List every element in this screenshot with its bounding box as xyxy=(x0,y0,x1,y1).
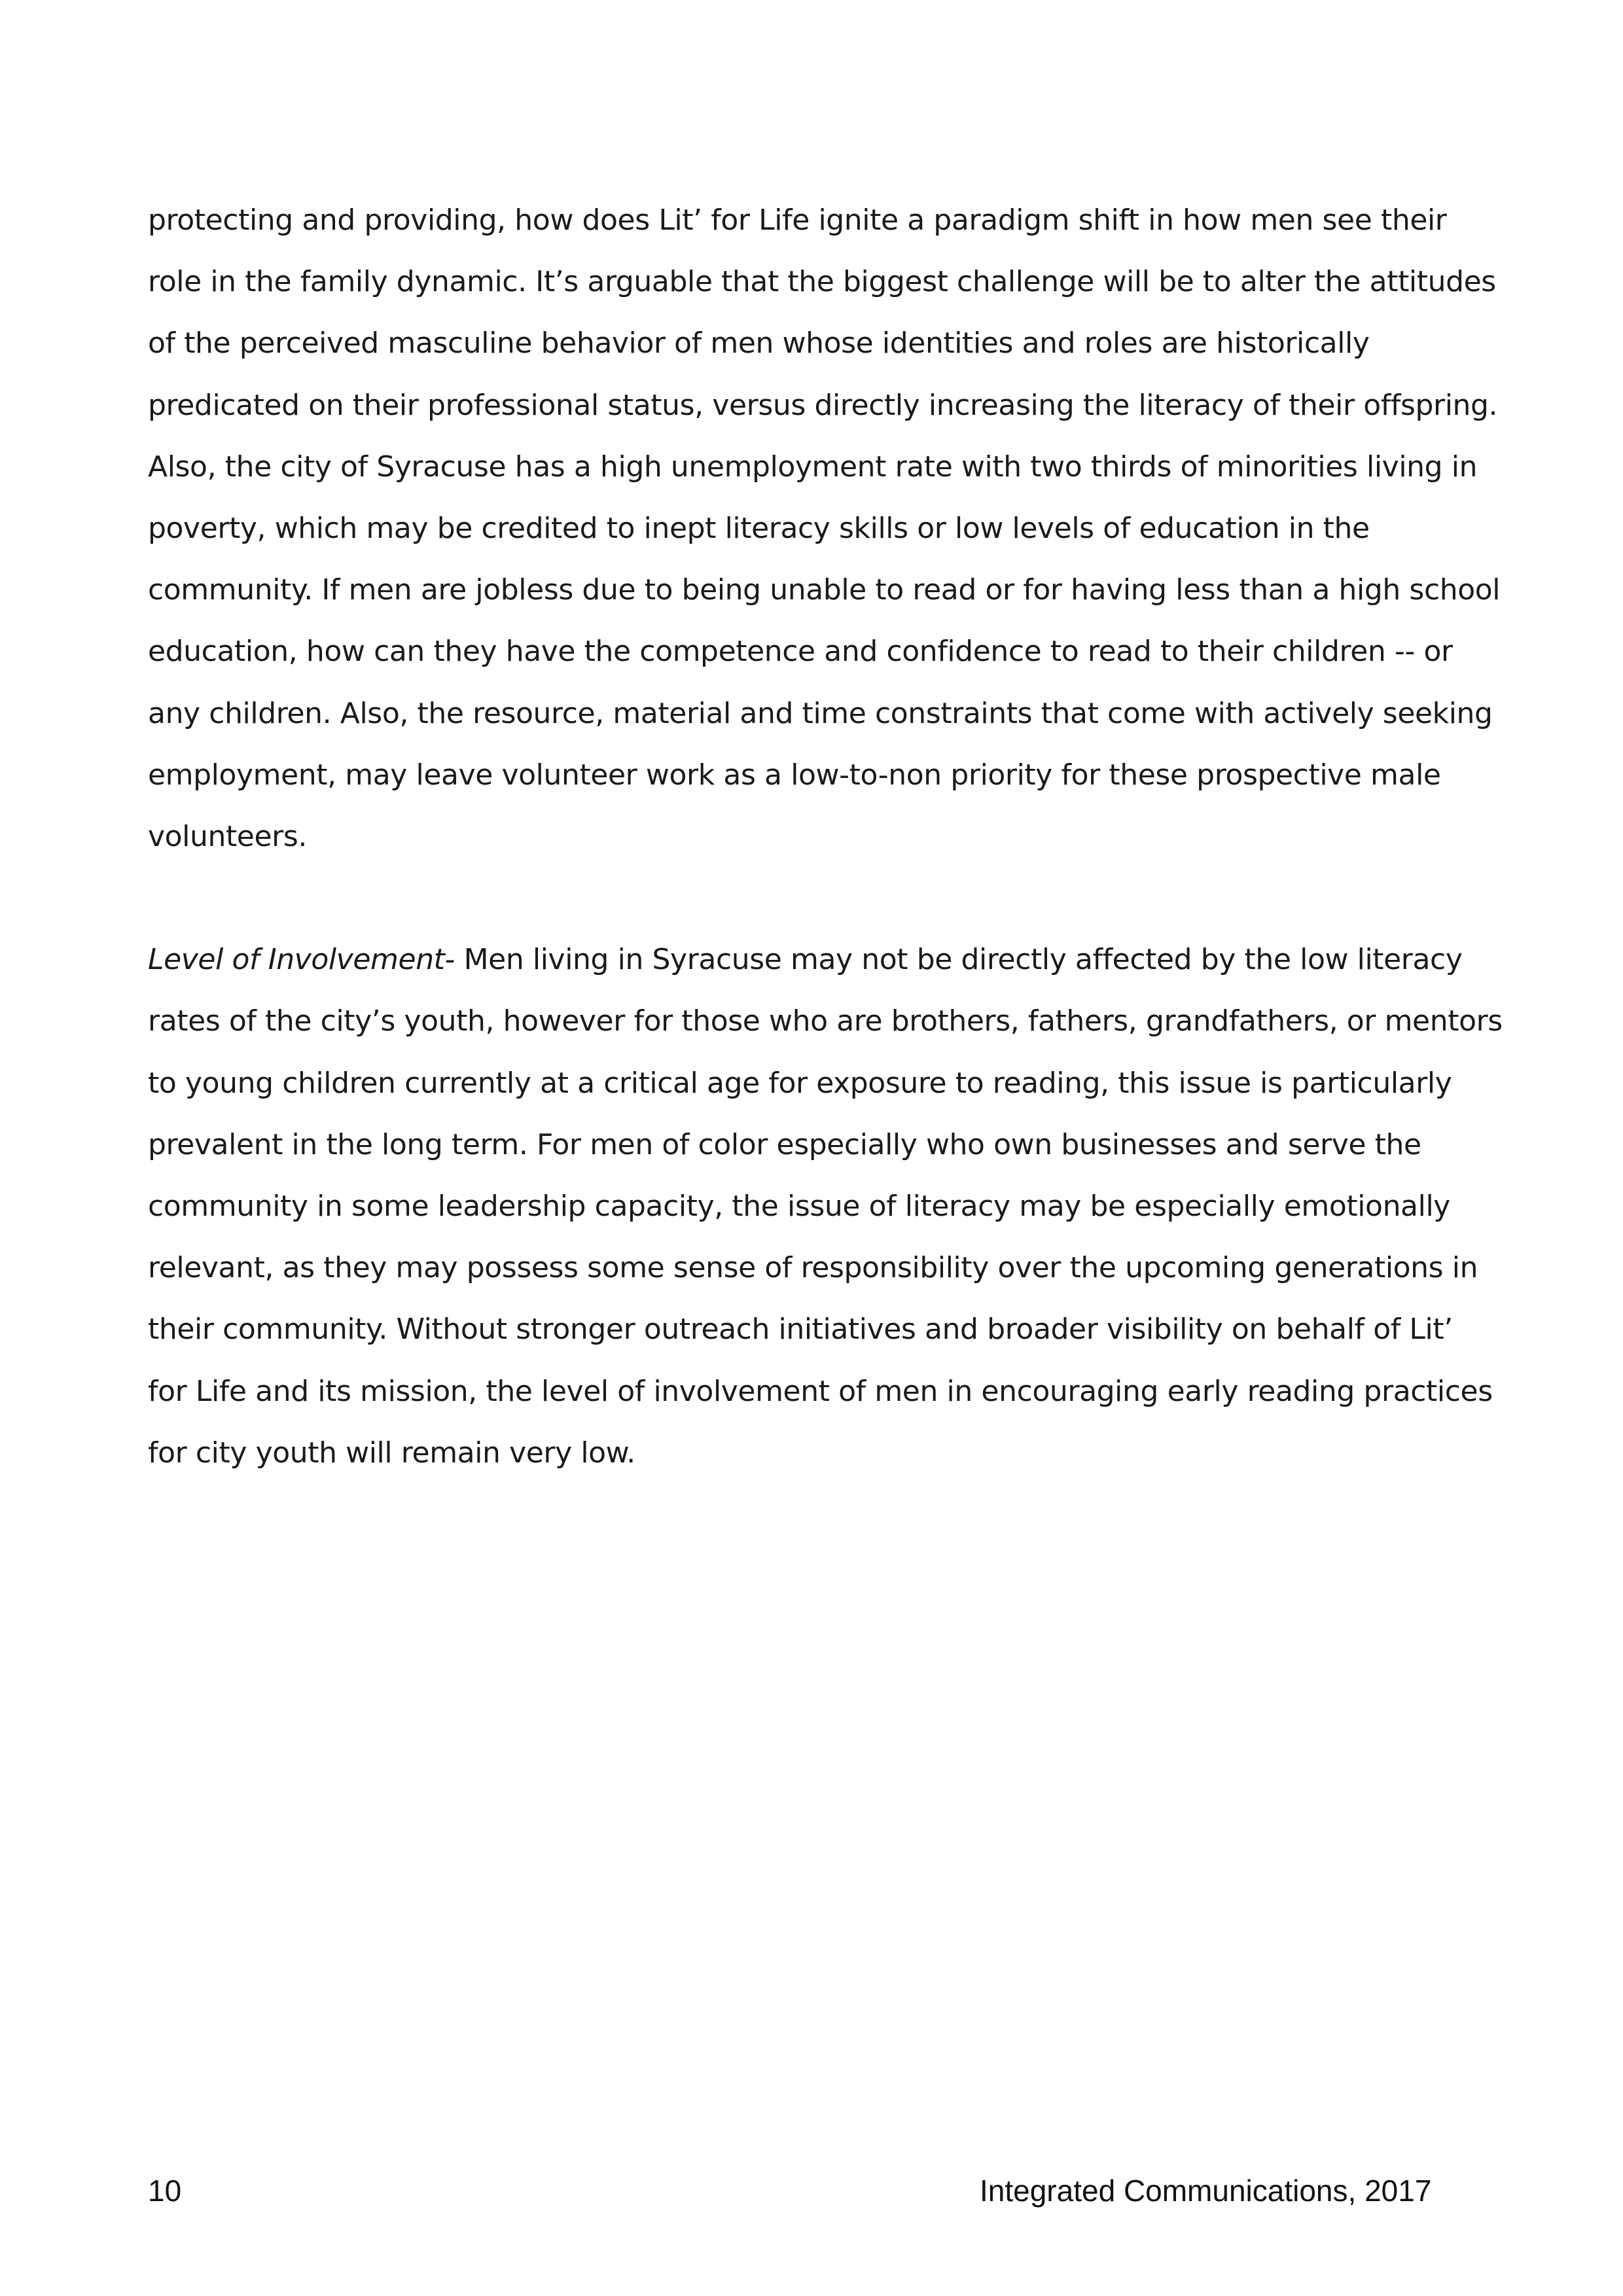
text-line: of the perceived masculine behavior of men whose identities and roles are historically xyxy=(148,327,1370,361)
heading-line-rest: Men living in Syracuse may not be directly affected by the low literacy xyxy=(455,943,1463,977)
text-line: role in the family dynamic. It’s arguable that the biggest challenge will be to alter the attitudes xyxy=(148,265,1496,299)
text-line: Also, the city of Syracuse has a high unemployment rate with two thirds of minorities living in xyxy=(148,450,1478,484)
text-line: prevalent in the long term. For men of color especially who own businesses and serve the xyxy=(148,1127,1421,1161)
paragraph-2 xyxy=(148,929,1503,1484)
paragraph-1 xyxy=(148,190,1501,868)
text-line: employment, may leave volunteer work as a low-to-non priority for these prospective male xyxy=(148,758,1441,792)
text-line: for Life and its mission, the level of involvement of men in encouraging early reading practices xyxy=(148,1374,1493,1408)
text-line: relevant, as they may possess some sense of responsibility over the upcoming generations in xyxy=(148,1251,1478,1285)
text-line: volunteers. xyxy=(148,819,307,853)
text-line: for city youth will remain very low. xyxy=(148,1436,635,1470)
text-line: any children. Also, the resource, material and time constraints that come with actively seeking xyxy=(148,696,1493,730)
text-line: community in some leadership capacity, the issue of literacy may be especially emotionally xyxy=(148,1190,1450,1223)
text-line: to young children currently at a critical age for exposure to reading, this issue is particularly xyxy=(148,1066,1452,1100)
body-text xyxy=(148,190,1503,1484)
footer-title: Integrated Communications, 2017 xyxy=(980,2174,1432,2208)
text-line: their community. Without stronger outreach initiatives and broader visibility on behalf of Lit’ xyxy=(148,1313,1453,1347)
page-number: 10 xyxy=(148,2174,182,2208)
text-line: education, how can they have the competence and confidence to read to their children -- or xyxy=(148,635,1453,669)
text-line: rates of the city’s youth, however for those who are brothers, fathers, grandfathers, or mentors xyxy=(148,1004,1503,1038)
text-line: protecting and providing, how does Lit’ for Life ignite a paradigm shift in how men see their xyxy=(148,203,1447,237)
text-line: poverty, which may be credited to inept literacy skills or low levels of education in the xyxy=(148,511,1370,545)
text-line: community. If men are jobless due to being unable to read or for having less than a high school xyxy=(148,573,1501,607)
text-line-first xyxy=(148,929,1496,991)
section-heading: Level of Involvement- xyxy=(148,943,455,977)
text-line: predicated on their professional status, versus directly increasing the literacy of their offspring. xyxy=(148,388,1498,422)
paragraph-spacer xyxy=(148,868,1496,929)
